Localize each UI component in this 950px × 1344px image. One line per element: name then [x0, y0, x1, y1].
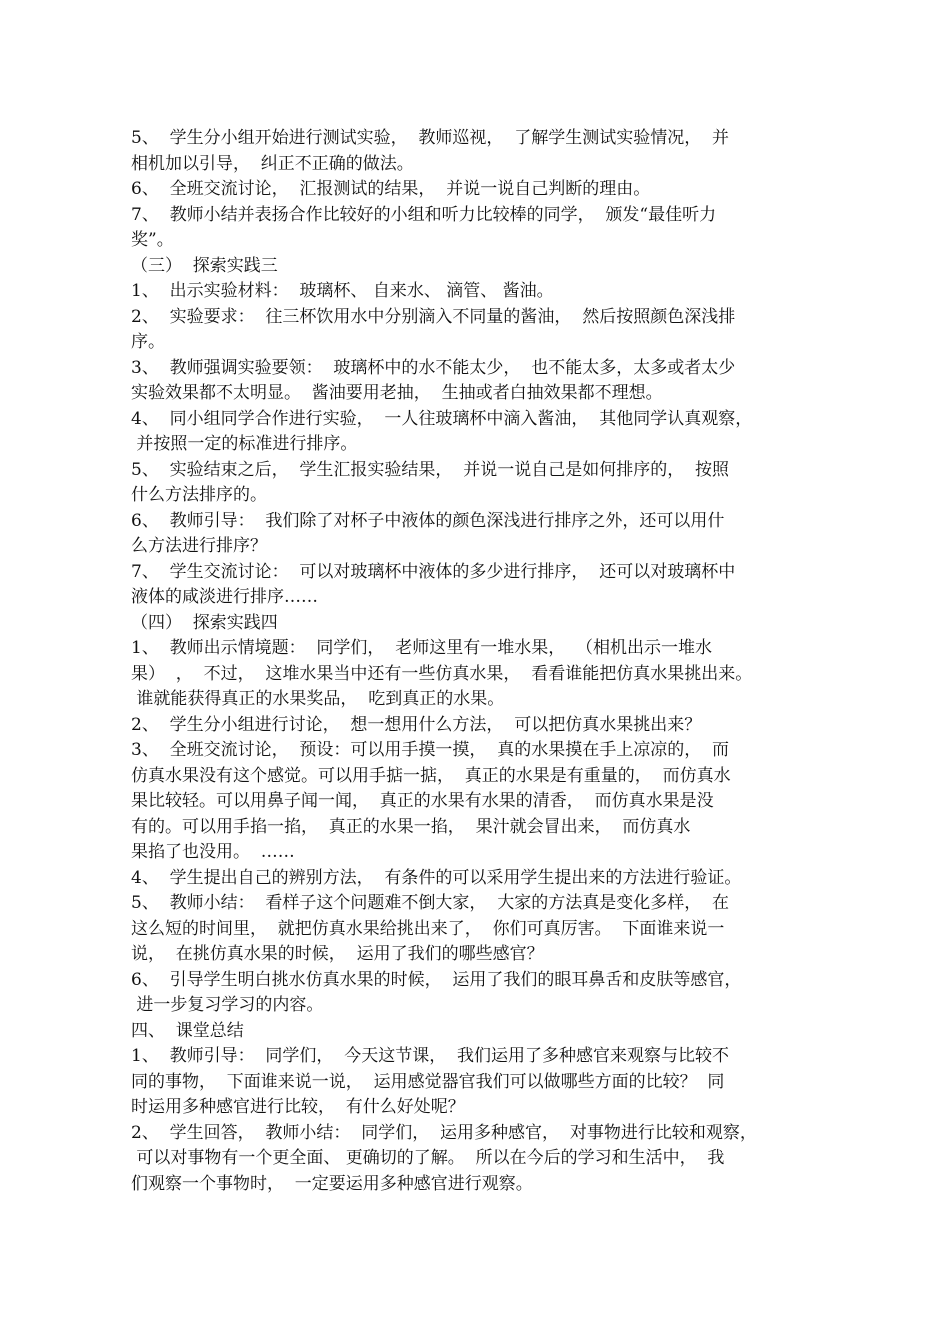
text-line: 3、 教师强调实验要领： 玻璃杯中的水不能太少， 也不能太多，太多或者太少	[131, 357, 736, 378]
text-line: 6、 教师引导： 我们除了对杯子中液体的颜色深浅进行排序之外，还可以用什	[131, 510, 725, 531]
section-heading: （四） 探索实践四	[131, 612, 278, 633]
section-heading: （三） 探索实践三	[131, 255, 278, 276]
text-line: 进一步复习学习的内容。	[131, 995, 324, 1015]
text-line: 果掐了也没用。 ……	[131, 842, 295, 862]
text-line: 2、 实验要求： 往三杯饮用水中分别滴入不同量的酱油， 然后按照颜色深浅排	[131, 306, 736, 327]
text-line: 液体的咸淡进行排序……	[131, 587, 318, 607]
text-line: 2、 学生分小组进行讨论， 想一想用什么方法， 可以把仿真水果挑出来？	[131, 714, 702, 735]
text-line: 实验效果都不太明显。 酱油要用老抽， 生抽或者白抽效果都不理想。	[131, 383, 663, 403]
text-line: 谁就能获得真正的水果奖品， 吃到真正的水果。	[131, 689, 505, 709]
section-heading: 四、 课堂总结	[131, 1020, 244, 1041]
text-line: 这么短的时间里， 就把仿真水果给挑出来了， 你们可真厉害。 下面谁来说一	[131, 918, 725, 939]
text-line: 果比较轻。可以用鼻子闻一闻， 真正的水果有水果的清香， 而仿真水果是没	[131, 791, 714, 811]
text-line: 可以对事物有一个更全面、 更确切的了解。 所以在今后的学习和生活中， 我	[131, 1148, 725, 1168]
text-line: 时运用多种感官进行比较， 有什么好处呢？	[131, 1097, 465, 1117]
text-line: 同的事物， 下面谁来说一说， 运用感觉器官我们可以做哪些方面的比较？ 同	[131, 1071, 725, 1092]
text-line: 说， 在挑仿真水果的时候， 运用了我们的哪些感官？	[131, 944, 544, 964]
text-line: 7、 教师小结并表扬合作比较好的小组和听力比较棒的同学， 颁发“最佳听力	[131, 204, 717, 225]
text-line: 2、 学生回答， 教师小结： 同学们， 运用多种感官， 对事物进行比较和观察，	[131, 1122, 757, 1143]
text-line: 并按照一定的标准进行排序。	[131, 434, 358, 454]
text-line: 5、 教师小结： 看样子这个问题难不倒大家， 大家的方法真是变化多样， 在	[131, 893, 730, 913]
text-line: 6、 全班交流讨论， 汇报测试的结果， 并说一说自己判断的理由。	[131, 179, 651, 199]
text-line: 4、 学生提出自己的辨别方法， 有条件的可以采用学生提出来的方法进行验证。	[131, 867, 742, 888]
text-line: 果） ， 不过， 这堆水果当中还有一些仿真水果， 看看谁能把仿真水果挑出来。	[131, 663, 753, 684]
text-line: 有的。可以用手掐一掐， 真正的水果一掐， 果汁就会冒出来， 而仿真水	[131, 816, 691, 837]
text-line: 相机加以引导， 纠正不正确的做法。	[131, 153, 414, 174]
text-line: 仿真水果没有这个感觉。可以用手掂一掂， 真正的水果是有重量的， 而仿真水	[131, 765, 731, 786]
text-line: 5、 学生分小组开始进行测试实验， 教师巡视， 了解学生测试实验情况， 并	[131, 128, 730, 148]
document-text	[131, 126, 821, 1197]
text-line: 5、 实验结束之后， 学生汇报实验结果， 并说一说自己是如何排序的， 按照	[131, 459, 730, 480]
text-line: 6、 引导学生明白挑水仿真水果的时候， 运用了我们的眼耳鼻舌和皮肤等感官，	[131, 969, 742, 990]
text-line: 3、 全班交流讨论， 预设：可以用手摸一摸， 真的水果摸在手上凉凉的， 而	[131, 740, 730, 760]
text-line: 什么方法排序的。	[131, 485, 267, 505]
text-line: 们观察一个事物时， 一定要运用多种感官进行观察。	[131, 1173, 533, 1194]
text-line: 4、 同小组同学合作进行实验， 一人往玻璃杯中滴入酱油， 其他同学认真观察，	[131, 408, 753, 429]
text-line: 1、 教师出示情境题： 同学们， 老师这里有一堆水果， （相机出示一堆水	[131, 638, 713, 658]
text-line: 1、 出示实验材料： 玻璃杯、 自来水、 滴管、 酱油。	[131, 281, 554, 301]
text-line: 序。	[131, 332, 165, 352]
text-line: 1、 教师引导： 同学们， 今天这节课， 我们运用了多种感官来观察与比较不	[131, 1046, 730, 1066]
text-line: 7、 学生交流讨论： 可以对玻璃杯中液体的多少进行排序， 还可以对玻璃杯中	[131, 561, 736, 582]
text-line: 奖”。	[131, 230, 174, 250]
text-line: 么方法进行排序？	[131, 536, 267, 556]
